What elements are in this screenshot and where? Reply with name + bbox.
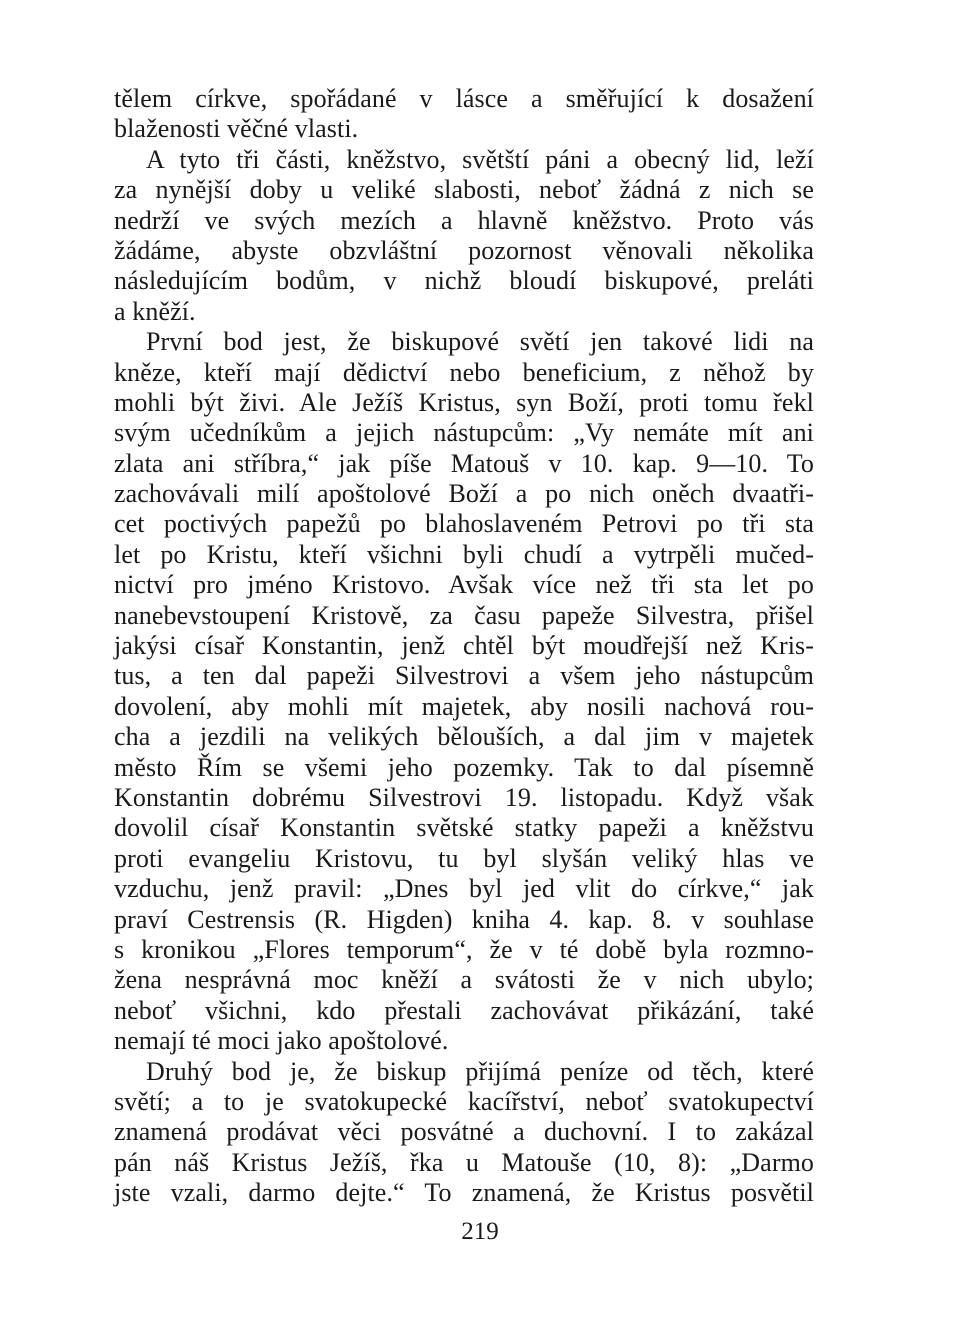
text-line: město Řím se všemi jeho pozemky. Tak to dal písemně	[114, 752, 814, 782]
text-line: Druhý bod je, že biskup přijímá peníze od těch, které	[146, 1056, 814, 1086]
text-line: kněze, kteří mají dědictví nebo beneficium, z něhož by	[114, 357, 814, 387]
text-line: zachovávali milí apoštolové Boží a po nich oněch dvaatři-	[114, 479, 814, 509]
text-line: cha a jezdili na velikých bělouších, a dal jim v majetek	[114, 722, 814, 752]
text-line: nictví pro jméno Kristovo. Avšak více než tři sta let po	[114, 570, 814, 600]
text-line: tělem církve, spořádané v lásce a směřující k dosažení	[114, 84, 814, 113]
text-line: blaženosti věčné vlasti.	[114, 114, 359, 144]
text-line: s kronikou „Flores temporum“, že v té době byla rozmno-	[114, 934, 814, 964]
text-line: za nynější doby u veliké slabosti, neboť žádná z nich se	[114, 175, 814, 205]
text-line: vzduchu, jenž pravil: „Dnes byl jed vlit do církve,“ jak	[114, 874, 814, 904]
text-line: žádáme, abyste obzvláštní pozornost věnovali několika	[114, 235, 814, 265]
text-line: zlata ani stříbra,“ jak píše Matouš v 10. kap. 9—10. To	[114, 448, 814, 478]
text-line: dovolil císař Konstantin světské statky papeži a kněžstvu	[114, 813, 814, 843]
text-line: mohli být živi. Ale Ježíš Kristus, syn Boží, proti tomu řekl	[114, 387, 814, 417]
page-number: 219	[461, 1218, 499, 1245]
text-line: svým učedníkům a jejich nástupcům: „Vy nemáte mít ani	[114, 418, 814, 448]
text-line: jste vzali, darmo dejte.“ To znamená, že Kristus posvětil	[114, 1178, 814, 1208]
text-line: První bod jest, že biskupové světí jen takové lidi na	[146, 327, 814, 357]
text-line: a kněží.	[114, 296, 196, 326]
page-text	[114, 84, 814, 1208]
text-line: nedrží ve svých mezích a hlavně kněžstvo. Proto vás	[114, 205, 814, 235]
text-line: jakýsi císař Konstantin, jenž chtěl být moudřejší než Kris-	[114, 631, 814, 661]
text-line: nanebevstoupení Kristově, za času papeže Silvestra, přišel	[114, 600, 814, 630]
text-line: let po Kristu, kteří všichni byli chudí a vytrpěli mučed-	[114, 539, 814, 569]
text-line: pán náš Kristus Ježíš, řka u Matouše (10, 8): „Darmo	[114, 1147, 814, 1177]
text-line: dovolení, aby mohli mít majetek, aby nosili nachová rou-	[114, 691, 814, 721]
text-line: Konstantin dobrému Silvestrovi 19. listopadu. Když však	[114, 782, 814, 812]
text-line: znamená prodávat věci posvátné a duchovní. I to zakázal	[114, 1117, 814, 1147]
text-line: praví Cestrensis (R. Higden) kniha 4. kap. 8. v souhlase	[114, 904, 814, 934]
text-line: A tyto tři části, kněžstvo, světští páni a obecný lid, leží	[146, 144, 814, 174]
text-line: nemají té moci jako apoštolové.	[114, 1026, 449, 1056]
text-line: tus, a ten dal papeži Silvestrovi a všem jeho nástupcům	[114, 661, 814, 691]
text-line: světí; a to je svatokupecké kacířství, neboť svatokupectví	[114, 1086, 814, 1116]
text-line: následujícím bodům, v nichž bloudí biskupové, preláti	[114, 266, 814, 296]
text-line: proti evangeliu Kristovu, tu byl slyšán veliký hlas ve	[114, 843, 814, 873]
text-line: neboť všichni, kdo přestali zachovávat přikázání, také	[114, 995, 814, 1025]
text-line: cet poctivých papežů po blahoslaveném Petrovi po tři sta	[114, 509, 814, 539]
text-line: žena nesprávná moc kněží a svátosti že v nich ubylo;	[114, 965, 814, 995]
